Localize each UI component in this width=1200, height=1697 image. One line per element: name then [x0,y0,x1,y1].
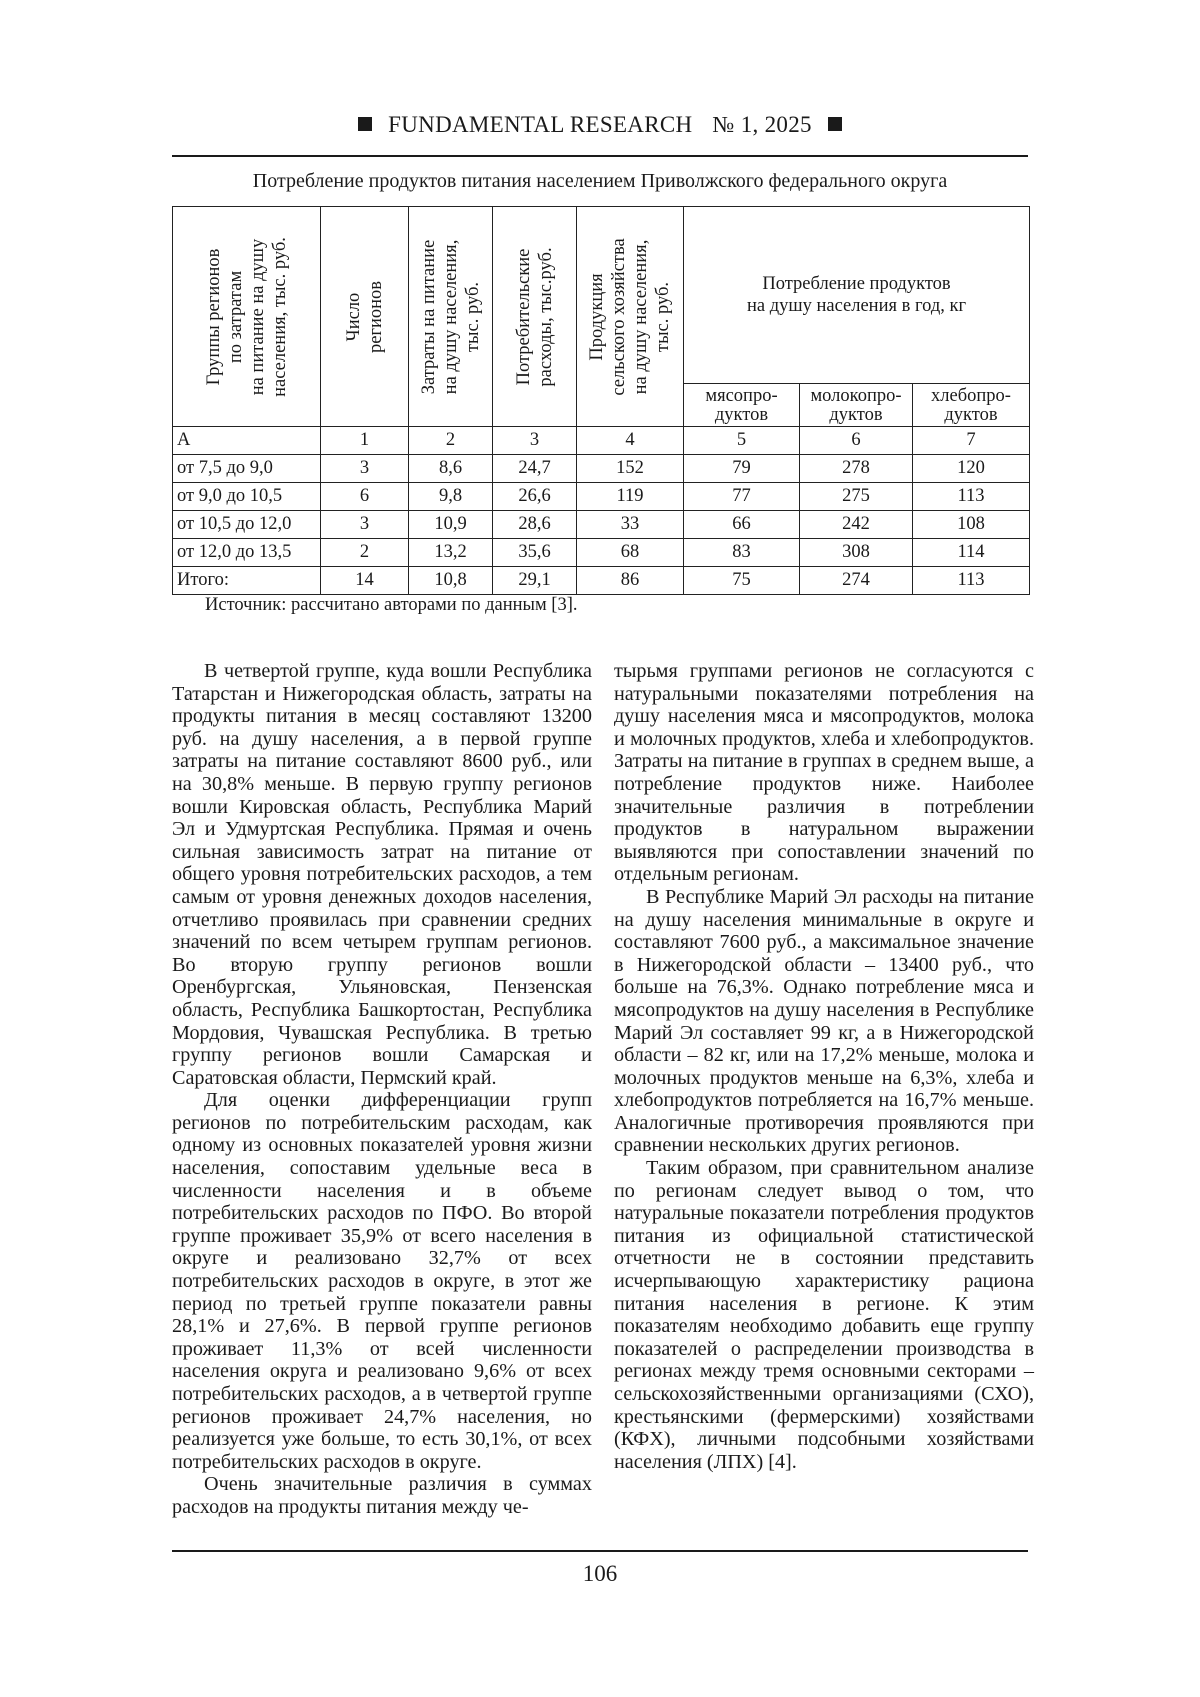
header-meat: мясопро- дуктов [684,384,800,427]
table-total-row: Итого: 14 10,8 29,1 86 75 274 113 [173,567,1030,595]
text-column-left [172,660,592,1519]
square-bullet-icon [828,117,842,131]
header-bread: хлебопро- дуктов [913,384,1030,427]
header-rule [172,155,1028,157]
header-milk: молокопро- дуктов [800,384,913,427]
header-consumption: Потребление продуктов на душу населения в год, кг [684,207,1030,384]
square-bullet-icon [358,117,372,131]
text-column-right [614,660,1034,1473]
table-row: от 9,0 до 10,5 6 9,8 26,6 119 77 275 113 [173,483,1030,511]
footer-rule [172,1550,1028,1552]
running-header [0,112,1200,138]
table-index-row: А 1 2 3 4 5 6 7 [173,427,1030,455]
table-row: от 10,5 до 12,0 3 10,9 28,6 33 66 242 108 [173,511,1030,539]
header-region-groups: Группы регионов по затратам на питание на душу населения, тыс. руб. [173,207,321,427]
journal-title: FUNDAMENTAL RESEARCH [388,112,693,137]
table-row: от 7,5 до 9,0 3 8,6 24,7 152 79 278 120 [173,455,1030,483]
paragraph: Таким образом, при сравнительном анализе по регионам следует вывод о том, что натуральные показатели потребления продуктов питания из официальной статистической отчетности не в состоянии представить исчерпывающую характеристику рациона питания населения в регионе. К этим показателям необходимо добавить еще группу показателей о распределении производства в регионах между тремя основными секторами – сельскохозяйственными организациями (СХО), крестьянскими (фермерскими) хозяйствами (КФХ), личными подсобными хозяйствами населения (ЛПХ) [4]. [614,1157,1034,1473]
header-consumer-spending: Потребительские расходы, тыс.руб. [493,207,577,427]
paragraph: Для оценки дифференциации групп регионов по потребительским расходам, как одному из основных показателей уровня жизни населения, сопоставим удельные веса в численности населения и в объеме потребительских расходов по ПФО. Во второй группе проживает 35,9% от всего населения в округе и реализовано 32,7% от всех потребительских расходов в округе, в этот же период по третьей группе показатели равны 28,1% и 27,6%. В первой группе регионов проживает 11,3% от всей численности населения округа и реализовано 9,6% от всех потребительских расходов, а в четвертой группе регионов проживает 24,7% населения, но реализуется уже больше, то есть 30,1%, от всех потребительских расходов в округе. [172,1089,592,1473]
table-source-note: Источник: рассчитано авторами по данным [3]. [205,595,578,615]
header-agri-production: Продукция сельского хозяйства на душу населения, тыс. руб. [577,207,684,427]
consumption-table [172,206,1030,595]
page-number: 106 [582,1561,618,1586]
table-row: от 12,0 до 13,5 2 13,2 35,6 68 83 308 114 [173,539,1030,567]
paragraph-continued: тырьмя группами регионов не согласуются с натуральными показателями потребления на душу населения мяса и мясопродуктов, молока и молочных продуктов, хлеба и хлебопродуктов. Затраты на питание в группах в среднем выше, а потребление продуктов ниже. Наиболее значительные различия в потреблении продуктов в натуральном выражении выявляются при сопоставлении значений по отдельным регионам. [614,660,1034,886]
table-caption: Потребление продуктов питания населением Приволжского федерального округа [252,170,948,192]
paragraph: В четвертой группе, куда вошли Республика Татарстан и Нижегородская область, затраты на продукты питания в месяц составляют 13200 руб. на душу населения, а в первой группе затраты на питание составляют 8600 руб., или на 30,8% меньше. В первую группу регионов вошли Кировская область, Республика Марий Эл и Удмуртская Республика. Прямая и очень сильная зависимость затрат на питание от общего уровня потребительских расходов, а тем самым от уровня денежных доходов населения, отчетливо проявилась при сравнении средних значений по всем четырем группам регионов. Во вторую группу регионов вошли Оренбургская, Ульяновская, Пензенская область, Республика Башкортостан, Республика Мордовия, Чувашская Республика. В третью группу регионов вошли Самарская и Саратовская области, Пермский край. [172,660,592,1089]
paragraph: В Республике Марий Эл расходы на питание на душу населения минимальные в округе и составляют 7600 руб., а максимальное значение в Нижегородской области – 13400 руб., что больше на 76,3%. Однако потребление мяса и мясопродуктов на душу населения в Республике Марий Эл составляет 99 кг, а в Нижегородской области – 82 кг, или на 17,2% меньше, молока и молочных продуктов меньше на 6,3%, хлеба и хлебопродуктов потребляется на 16,7% меньше. Аналогичные противоречия проявляются при сравнении нескольких других регионов. [614,885,1034,1157]
paragraph: Очень значительные различия в суммах расходов на продукты питания между че- [172,1473,592,1518]
header-region-count: Число регионов [321,207,409,427]
header-food-costs: Затраты на питание на душу населения, тыс. руб. [409,207,493,427]
issue-number: № 1, 2025 [712,112,812,137]
